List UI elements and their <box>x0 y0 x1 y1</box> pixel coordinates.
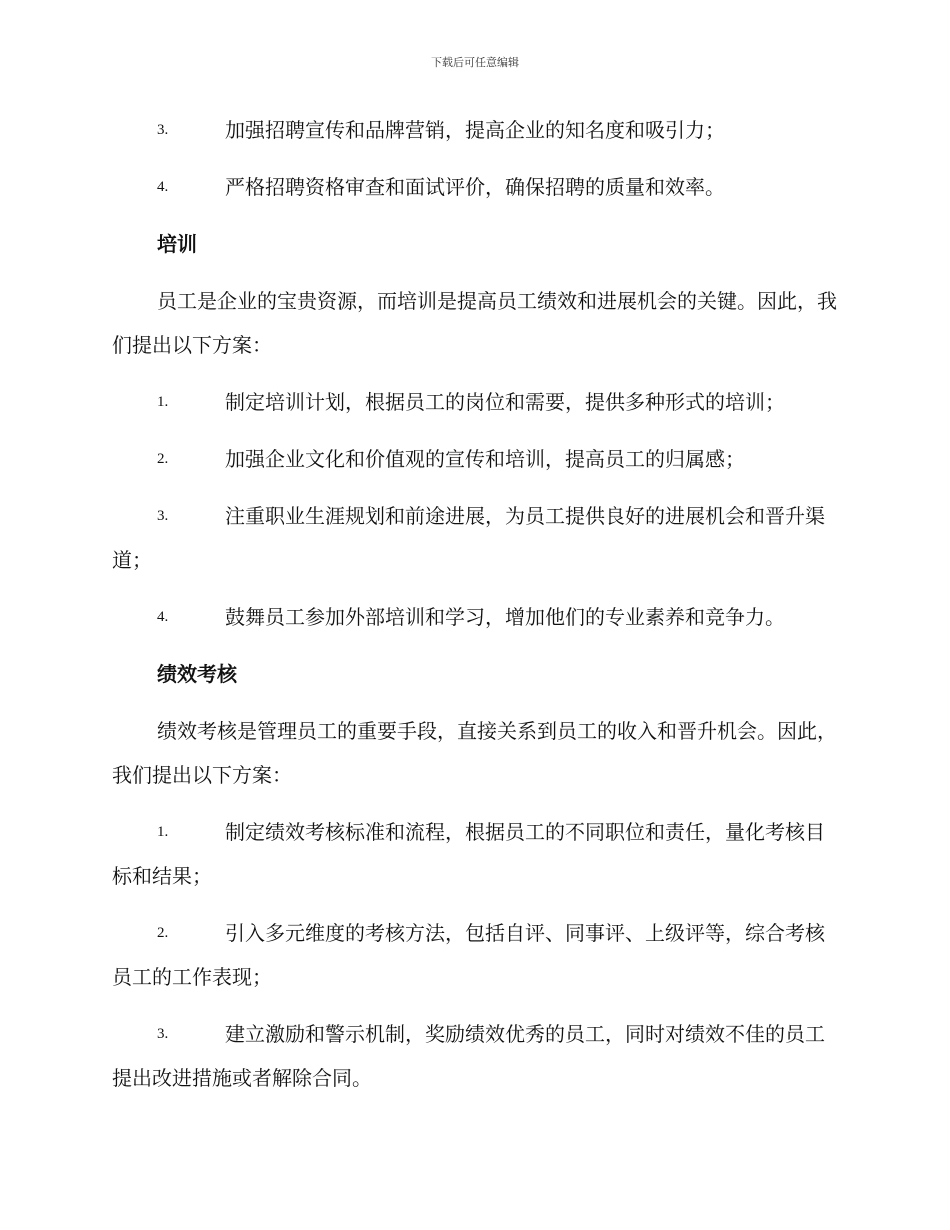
list-text: 制定培训计划，根据员工的岗位和需要，提供多种形式的培训； <box>225 390 785 414</box>
list-text: 建立激励和警示机制，奖励绩效优秀的员工，同时对绩效不佳的员工提出改进措施或者解除合同。 <box>112 1022 825 1090</box>
list-text: 引入多元维度的考核方法，包括自评、同事评、上级评等，综合考核员工的工作表现； <box>112 921 825 989</box>
list-item <box>0 810 837 898</box>
list-text: 制定绩效考核标准和流程，根据员工的不同职位和责任，量化考核目标和结果； <box>112 820 825 888</box>
list-item <box>0 380 837 424</box>
section-heading-training: 培训 <box>157 232 197 256</box>
list-number: 2. <box>157 451 169 467</box>
list-text: 严格招聘资格审查和面试评价，确保招聘的质量和效率。 <box>225 175 725 199</box>
list-item <box>0 1012 837 1100</box>
list-number: 4. <box>157 609 169 625</box>
page-header: 下载后可任意编辑 <box>431 56 519 69</box>
performance-intro: 绩效考核是管理员工的重要手段，直接关系到员工的收入和晋升机会。因此，我们提出以下方案： <box>112 719 837 787</box>
list-number: 1. <box>157 824 169 840</box>
list-number: 3. <box>157 508 169 524</box>
list-text: 加强企业文化和价值观的宣传和培训，提高员工的归属感； <box>225 447 745 471</box>
training-intro: 员工是企业的宝贵资源，而培训是提高员工绩效和进展机会的关键。因此，我们提出以下方案： <box>112 289 837 357</box>
list-item <box>0 437 837 481</box>
list-number: 3. <box>157 122 169 138</box>
section-heading-performance: 绩效考核 <box>157 662 237 686</box>
list-number: 2. <box>157 925 169 941</box>
list-text: 鼓舞员工参加外部培训和学习，增加他们的专业素养和竞争力。 <box>225 605 785 629</box>
list-number: 3. <box>157 1026 169 1042</box>
list-item <box>0 595 837 639</box>
list-number: 1. <box>157 394 169 410</box>
list-item <box>0 165 837 209</box>
list-item <box>0 494 837 582</box>
list-text: 加强招聘宣传和品牌营销，提高企业的知名度和吸引力； <box>225 118 725 142</box>
list-number: 4. <box>157 179 169 195</box>
list-item <box>0 108 837 152</box>
list-item <box>0 911 837 999</box>
document-body <box>112 108 837 1113</box>
list-text: 注重职业生涯规划和前途进展，为员工提供良好的进展机会和晋升渠道； <box>112 504 825 572</box>
